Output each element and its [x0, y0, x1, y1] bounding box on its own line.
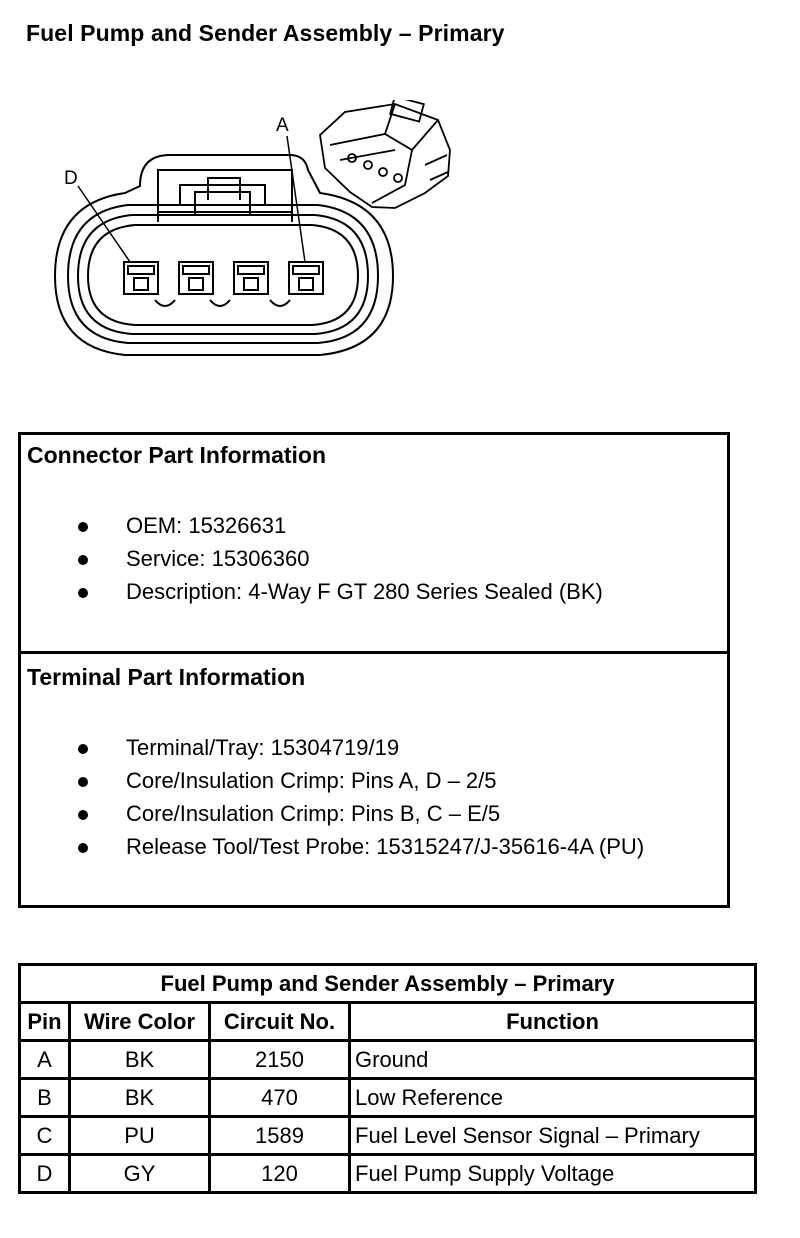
- page-title: Fuel Pump and Sender Assembly – Primary: [26, 20, 505, 46]
- column-header-pin: Pin: [20, 1003, 70, 1041]
- connector-part-info: Connector Part Information OEM: 15326631 Service: 15306360 Description: 4-Way F GT 280 Series Sealed (BK): [21, 435, 727, 654]
- bullet-icon: [78, 843, 88, 853]
- table-title-row: [20, 965, 756, 1003]
- table-title: Fuel Pump and Sender Assembly – Primary: [20, 965, 756, 1003]
- cell-wire-color: GY: [70, 1155, 210, 1193]
- pin-label-d: D: [64, 168, 78, 189]
- cell-wire-color: BK: [70, 1041, 210, 1079]
- pin-cavity-a: [289, 262, 323, 294]
- bullet-icon: [78, 555, 88, 565]
- connector-thumbnail: [320, 100, 450, 208]
- cell-pin: A: [20, 1041, 70, 1079]
- connector-info-heading: Connector Part Information: [27, 442, 327, 468]
- cell-wire-color: BK: [70, 1079, 210, 1117]
- bullet-icon: [78, 744, 88, 754]
- pin-label-a: A: [276, 115, 289, 136]
- cell-circuit: 120: [210, 1155, 350, 1193]
- table-row: [20, 1155, 756, 1193]
- cell-wire-color: PU: [70, 1117, 210, 1155]
- cell-function: Low Reference: [350, 1079, 756, 1117]
- bullet-icon: [78, 588, 88, 598]
- pin-cavities: [124, 262, 323, 294]
- cell-function: Fuel Level Sensor Signal – Primary: [350, 1117, 756, 1155]
- connector-diagram: [0, 100, 480, 400]
- cell-function: Ground: [350, 1041, 756, 1079]
- column-header-function: Function: [350, 1003, 756, 1041]
- table-header-row: [20, 1003, 756, 1041]
- cell-function: Fuel Pump Supply Voltage: [350, 1155, 756, 1193]
- pin-table: [18, 963, 757, 1194]
- bullet-icon: [78, 810, 88, 820]
- cell-pin: C: [20, 1117, 70, 1155]
- pin-cavity-c: [179, 262, 213, 294]
- table-row: [20, 1079, 756, 1117]
- part-info-box: [18, 432, 730, 908]
- column-header-circuit: Circuit No.: [210, 1003, 350, 1041]
- terminal-info-heading: Terminal Part Information: [27, 664, 306, 690]
- bullet-icon: [78, 777, 88, 787]
- bullet-icon: [78, 522, 88, 532]
- cell-circuit: 2150: [210, 1041, 350, 1079]
- terminal-part-info: Terminal Part Information Terminal/Tray: 15304719/19 Core/Insulation Crimp: Pins A, D – 2/5 Core/Insulation Crimp: Pins B, C – E/5 Release Tool/Test Probe: 15315247/J-35616-4A (PU): [27, 664, 645, 859]
- cell-pin: B: [20, 1079, 70, 1117]
- column-header-wire-color: Wire Color: [70, 1003, 210, 1041]
- cell-circuit: 1589: [210, 1117, 350, 1155]
- cell-circuit: 470: [210, 1079, 350, 1117]
- table-row: [20, 1041, 756, 1079]
- pin-cavity-d: [124, 262, 158, 294]
- table-row: [20, 1117, 756, 1155]
- pin-cavity-b: [234, 262, 268, 294]
- cell-pin: D: [20, 1155, 70, 1193]
